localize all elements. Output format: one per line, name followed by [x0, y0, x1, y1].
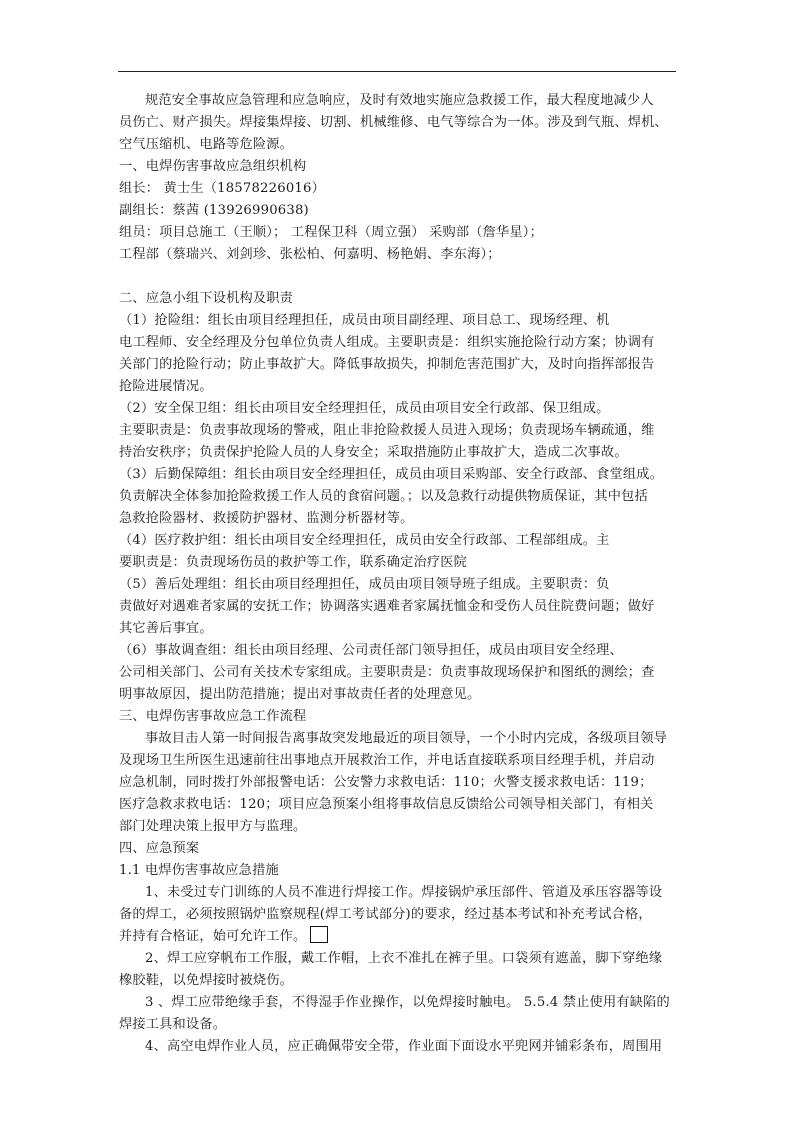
workflow-line: 事故目击人第一时间报告离事故突发地最近的项目领导，一个小时内完成，各级项目领导	[145, 731, 668, 746]
duty-line: 其它善后事宜。	[119, 621, 213, 636]
workflow-line: 及现场卫生所医生迅速前往出事地点开展救治工作，并电话直接联系项目经理手机，并启动	[119, 753, 655, 768]
measure-line: 橡胶鞋，以免焊接时被烧伤。	[119, 973, 294, 988]
org-engineering: 工程部（蔡瑞兴、刘剑珍、张松柏、何嘉明、杨艳娟、李东海）；	[119, 247, 501, 262]
document-body	[119, 90, 679, 1058]
spacer	[119, 266, 679, 288]
section-heading: 三、电焊伤害事故应急工作流程	[119, 709, 307, 724]
measure-line: 备的焊工，必须按照锅炉监察规程(焊工考试部分)的要求，经过基本考试和补充考试合格，	[119, 907, 652, 922]
section-heading: 一、电焊伤害事故应急组织机构	[119, 159, 307, 174]
duty-line: （1）抢险组：组长由项目经理担任，成员由项目副经理、项目总工、现场经理、机	[119, 313, 610, 328]
duty-line: （4）医疗救护组：组长由项目安全经理担任，成员由安全行政部、工程部组成。主	[119, 533, 610, 548]
org-members: 组员：项目总施工（王顺）； 工程保卫科（周立强） 采购部（詹华星）；	[119, 225, 543, 240]
duty-line: 明事故原因，提出防范措施；提出对事故责任者的处理意见。	[119, 687, 481, 702]
measure-line: 2、焊工应穿帆布工作服，戴工作帽，上衣不准扎在裤子里。口袋须有遮盖，脚下穿绝缘	[145, 951, 663, 966]
section-heading: 四、应急预案	[119, 841, 200, 856]
measure-line: 4、高空电焊作业人员，应正确佩带安全带，作业面下面设水平兜网并铺彩条布，周围用	[145, 1039, 663, 1054]
measure-line	[119, 926, 679, 948]
measure-line: 3 、焊工应带绝缘手套，不得湿手作业操作，以免焊接时触电。 5.5.4 禁止使用有缺陷的	[145, 995, 670, 1010]
duty-line: 抢险进展情况。	[119, 379, 213, 394]
duty-line: （2）安全保卫组：组长由项目安全经理担任，成员由项目安全行政部、保卫组成。	[119, 401, 610, 416]
duty-line: 责做好对遇难者家属的安抚工作；协调落实遇难者家属抚恤金和受伤人员住院费问题；做好	[119, 599, 655, 614]
workflow-line: 部门处理决策上报甲方与监理。	[119, 819, 307, 834]
duty-line: （5）善后处理组：组长由项目经理担任，成员由项目领导班子组成。主要职责：负	[119, 577, 610, 592]
duty-line: 负责解决全体参加抢险救援工作人员的食宿问题。；以及急救行动提供物质保证，其中包括	[119, 489, 648, 504]
duty-line: 关部门的抢险行动；防止事故扩大。降低事故损失，抑制危害范围扩大，及时向指挥部报告	[119, 357, 655, 372]
intro-line: 员伤亡、财产损失。焊接集焊接、切割、机械维修、电气等综合为一体。涉及到气瓶、焊机、	[119, 115, 668, 130]
section-heading: 二、应急小组下设机构及职责	[119, 291, 294, 306]
checkbox-icon	[310, 926, 328, 943]
measure-text: 并持有合格证，始可允许工作。	[119, 929, 307, 944]
header-rule	[118, 71, 676, 72]
duty-line: 公司相关部门、公司有关技术专家组成。主要职责是：负责事故现场保护和图纸的测绘；查	[119, 665, 655, 680]
intro-line: 空气压缩机、电路等危险源。	[119, 137, 294, 152]
intro-line: 规范安全事故应急管理和应急响应，及时有效地实施应急救援工作，最大程度地减少人	[145, 93, 654, 108]
org-deputy: 副组长：蔡茜 (13926990638)	[119, 203, 309, 218]
workflow-line: 医疗急救求救电话：120；项目应急预案小组将事故信息反馈给公司领导相关部门，有相关	[119, 797, 654, 812]
duty-line: 电工程师、安全经理及分包单位负责人组成。主要职责是：组织实施抢险行动方案；协调有	[119, 335, 655, 350]
duty-line: 主要职责是：负责事故现场的警戒，阻止非抢险救援人员进入现场；负责现场车辆疏通，维	[119, 423, 655, 438]
duty-line: 持治安秩序；负责保护抢险人员的人身安全；采取措施防止事故扩大，造成二次事故。	[119, 445, 628, 460]
duty-line: （3）后勤保障组：组长由项目安全经理担任，成员由项目采购部、安全行政部、食堂组成。	[119, 467, 664, 482]
duty-line: （6）事故调查组：组长由项目经理、公司责任部门领导担任，成员由项目安全经理、	[119, 643, 623, 658]
duty-line: 急救抢险器材、救援防护器材、监测分析器材等。	[119, 511, 414, 526]
workflow-line: 应急机制，同时拨打外部报警电话：公安警力求救电话：110；火警支援求救电话：119；	[119, 775, 653, 790]
measure-line: 1、未受过专门训练的人员不准进行焊接工作。焊接锅炉承压部件、管道及承压容器等设	[145, 885, 663, 900]
org-leader: 组长： 黄士生（18578226016）	[119, 181, 325, 196]
subsection-heading: 1.1 电焊伤害事故应急措施	[119, 863, 279, 878]
measure-line: 焊接工具和设备。	[119, 1017, 227, 1032]
duty-line: 要职责是：负责现场伤员的救护等工作，联系确定治疗医院	[119, 555, 468, 570]
